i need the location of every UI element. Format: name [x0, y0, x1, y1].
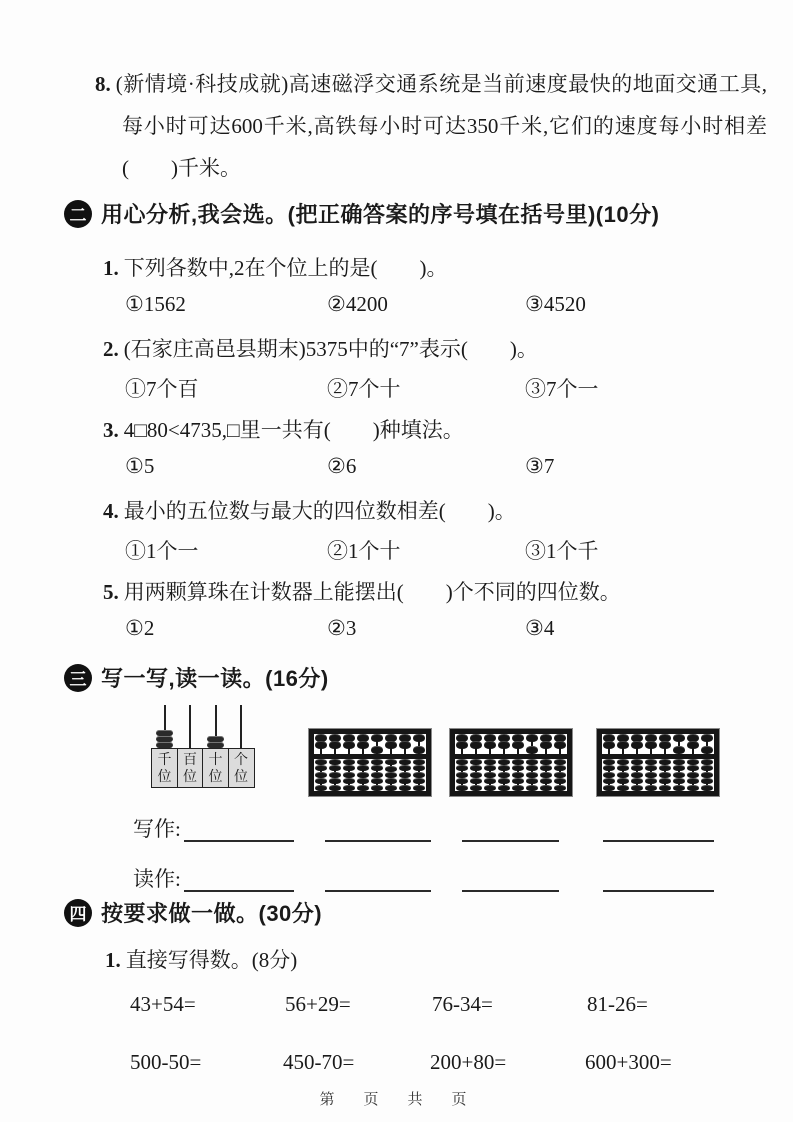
abacus-upper-bead — [371, 746, 383, 754]
abacus-lower-bead — [357, 772, 369, 778]
abacus-lower-bead — [315, 772, 327, 778]
abacus-lower-bead — [456, 772, 468, 778]
choice-5-option-1: ①2 — [125, 616, 155, 640]
abacus-lower-bead — [385, 766, 397, 772]
choice-question-5-options — [125, 616, 554, 641]
abacus-upper-bead — [512, 741, 524, 749]
abacus-lower-bead — [371, 778, 383, 784]
abacus-lower-bead — [526, 785, 538, 791]
calc-item-4: 81-26= — [587, 992, 648, 1016]
counter-rod — [240, 705, 242, 748]
abacus-lower-bead — [645, 765, 657, 771]
abacus-lower-bead — [540, 785, 552, 791]
counter-place-cell: 千位 — [151, 748, 178, 788]
abacus-lower-bead — [526, 772, 538, 778]
section-3-title: 写一写,读一读。(16分) — [101, 666, 329, 691]
abacus-lower-bead — [498, 765, 510, 771]
abacus-lower-bead — [484, 778, 496, 784]
abacus-lower-bead — [329, 765, 341, 771]
choice-4-number: 4. — [103, 499, 119, 523]
abacus-lower-bead — [701, 759, 713, 765]
abacus-upper-bead — [456, 741, 468, 749]
abacus-lower-bead — [645, 759, 657, 765]
counter-rod — [189, 705, 191, 748]
abacus-upper-bead — [701, 734, 713, 742]
abacus-lower-bead — [385, 785, 397, 791]
choice-5-number: 5. — [103, 580, 119, 604]
write-blank-2 — [325, 840, 431, 842]
abacus-lower-bead — [343, 772, 355, 778]
choice-2-option-3: ③7个一 — [525, 377, 599, 401]
abacus-lower-bead — [687, 759, 699, 765]
abacus-lower-bead — [645, 785, 657, 791]
abacus-lower-bead — [512, 765, 524, 771]
abacus-lower-bead — [687, 772, 699, 778]
abacus-upper-bead — [603, 741, 615, 749]
abacus-lower-bead — [385, 778, 397, 784]
abacus-lower-bead — [687, 785, 699, 791]
counter-bead — [207, 736, 224, 742]
write-blank-3 — [462, 840, 559, 842]
abacus-lower-bead — [357, 785, 369, 791]
abacus-upper-bead — [484, 741, 496, 749]
abacus-lower-bead — [371, 759, 383, 765]
abacus-lower-bead — [343, 785, 355, 791]
abacus-upper-bead — [498, 741, 510, 749]
abacus-lower-bead — [498, 772, 510, 778]
abacus-lower-bead — [315, 759, 327, 765]
choice-2-stem: (石家庄高邑县期末)5375中的“7”表示( )。 — [123, 337, 538, 361]
abacus-lower-bead — [673, 772, 685, 778]
calc-item-5: 500-50= — [130, 1050, 202, 1074]
abacus-upper-bead — [701, 746, 713, 754]
read-blank-2 — [325, 890, 431, 892]
abacus-lower-bead — [329, 772, 341, 778]
abacus-upper-bead — [526, 746, 538, 754]
counter-bead — [156, 730, 173, 736]
page-footer: 第 页 共 页 — [319, 1091, 474, 1108]
question-8 — [95, 63, 767, 189]
abacus-lower-bead — [631, 772, 643, 778]
choice-2-number: 2. — [103, 337, 119, 361]
abacus-lower-bead — [603, 785, 615, 791]
abacus-lower-bead — [526, 765, 538, 771]
read-blank-1 — [184, 890, 294, 892]
choice-question-3 — [103, 414, 464, 444]
choice-2-option-2: ②7个十 — [327, 377, 401, 401]
counter-bead — [156, 736, 173, 742]
abacus-lower-bead — [603, 765, 615, 771]
abacus-lower-bead — [329, 759, 341, 765]
section-2-title: 用心分析,我会选。(把正确答案的序号填在括号里)(10分) — [101, 202, 660, 227]
write-blank-1 — [184, 840, 294, 842]
abacus-lower-bead — [603, 778, 615, 784]
abacus-lower-bead — [470, 778, 482, 784]
choice-question-2-options — [125, 373, 599, 403]
abacus-lower-bead — [371, 772, 383, 778]
abacus-upper-bead — [315, 741, 327, 749]
choice-5-stem: 用两颗算珠在计数器上能摆出( )个不同的四位数。 — [123, 580, 621, 604]
choice-1-stem: 下列各数中,2在个位上的是( )。 — [123, 256, 448, 280]
write-blank-4 — [603, 840, 714, 842]
abacus-lower-bead — [315, 785, 327, 791]
abacus-upper-bead — [631, 741, 643, 749]
choice-4-option-3: ③1个千 — [525, 539, 599, 563]
choice-5-option-2: ②3 — [327, 616, 357, 640]
abacus-lower-bead — [413, 772, 425, 778]
abacus-lower-bead — [399, 765, 411, 771]
abacus-lower-bead — [540, 759, 552, 765]
abacus-upper-bead — [659, 741, 671, 749]
abacus-upper-bead — [470, 741, 482, 749]
abacus-upper-bead — [413, 746, 425, 754]
abacus-lower-bead — [343, 759, 355, 765]
abacus-lower-bead — [540, 765, 552, 771]
abacus-lower-bead — [540, 772, 552, 778]
abacus-lower-bead — [554, 778, 566, 784]
section-3-badge-icon: 三 — [64, 664, 92, 692]
abacus-lower-bead — [456, 778, 468, 784]
abacus-lower-bead — [498, 759, 510, 765]
abacus-upper-bead — [645, 741, 657, 749]
abacus-lower-bead — [631, 778, 643, 784]
abacus-upper-bead — [413, 734, 425, 742]
abacus-lower-bead — [673, 785, 685, 791]
abacus-lower-bead — [399, 772, 411, 778]
abacus-lower-bead — [526, 778, 538, 784]
abacus-upper-bead — [540, 741, 552, 749]
section-2-header — [64, 198, 659, 229]
choice-4-option-1: ①1个一 — [125, 539, 199, 563]
abacus-lower-bead — [343, 765, 355, 771]
abacus-lower-bead — [617, 759, 629, 765]
abacus-lower-bead — [645, 772, 657, 778]
abacus-lower-bead — [701, 778, 713, 784]
abacus-lower-bead — [673, 765, 685, 771]
abacus-lower-bead — [554, 785, 566, 791]
abacus-lower-bead — [659, 772, 671, 778]
abacus-lower-bead — [617, 765, 629, 771]
choice-question-3-options — [125, 454, 554, 479]
abacus-upper-bead — [357, 741, 369, 749]
abacus-lower-bead — [526, 759, 538, 765]
abacus-lower-bead — [498, 778, 510, 784]
abacus-lower-bead — [631, 785, 643, 791]
abacus-lower-bead — [701, 785, 713, 791]
abacus-lower-bead — [399, 778, 411, 784]
abacus-lower-bead — [371, 765, 383, 771]
choice-3-option-1: ①5 — [125, 454, 155, 478]
abacus-lower-bead — [399, 759, 411, 765]
choice-question-4-options — [125, 535, 599, 565]
abacus-lower-bead — [554, 759, 566, 765]
abacus-lower-bead — [687, 765, 699, 771]
abacus-lower-bead — [645, 778, 657, 784]
abacus-beam — [455, 754, 567, 759]
choice-question-1 — [103, 252, 448, 282]
abacus-lower-bead — [701, 765, 713, 771]
section-4-title: 按要求做一做。(30分) — [101, 901, 323, 926]
abacus-1-inner — [314, 734, 426, 791]
read-blank-3 — [462, 890, 559, 892]
section-4-header — [64, 897, 322, 928]
abacus-lower-bead — [554, 772, 566, 778]
question-8-number: 8. — [95, 72, 111, 96]
abacus-upper-bead — [399, 741, 411, 749]
calc-item-6: 450-70= — [283, 1050, 355, 1074]
calc-item-7: 200+80= — [430, 1050, 507, 1074]
calc-subsection-text: 直接写得数。(8分) — [125, 948, 298, 972]
abacus-upper-bead — [673, 746, 685, 754]
counter-place-cell: 个位 — [228, 748, 255, 788]
question-8-text: (新情境·科技成就)高速磁浮交通系统是当前速度最快的地面交通工具,每小时可达600千米,高铁每小时可达350千米,它们的速度每小时相差( )千米。 — [115, 72, 767, 180]
choice-question-2 — [103, 333, 538, 363]
abacus-lower-bead — [413, 765, 425, 771]
abacus-lower-bead — [659, 765, 671, 771]
abacus-lower-bead — [343, 778, 355, 784]
abacus-1 — [309, 729, 431, 796]
choice-3-option-2: ②6 — [327, 454, 357, 478]
section-4-badge-icon: 四 — [64, 899, 92, 927]
choice-4-stem: 最小的五位数与最大的四位数相差( )。 — [123, 499, 516, 523]
calc-item-2: 56+29= — [285, 992, 351, 1016]
choice-question-5 — [103, 576, 621, 606]
abacus-lower-bead — [470, 759, 482, 765]
abacus-upper-bead — [526, 734, 538, 742]
abacus-upper-bead — [617, 741, 629, 749]
choice-1-option-2: ②4200 — [327, 292, 388, 316]
choice-2-option-1: ①7个百 — [125, 377, 199, 401]
abacus-lower-bead — [470, 785, 482, 791]
abacus-lower-bead — [687, 778, 699, 784]
abacus-lower-bead — [413, 778, 425, 784]
abacus-lower-bead — [554, 765, 566, 771]
abacus-lower-bead — [659, 785, 671, 791]
abacus-lower-bead — [603, 772, 615, 778]
abacus-beam — [602, 754, 714, 759]
abacus-upper-bead — [371, 734, 383, 742]
write-as-label: 写作: — [133, 817, 181, 841]
place-value-counter — [151, 705, 261, 789]
abacus-lower-bead — [329, 785, 341, 791]
calc-item-8: 600+300= — [585, 1050, 672, 1074]
abacus-lower-bead — [659, 778, 671, 784]
abacus-upper-bead — [687, 741, 699, 749]
abacus-lower-bead — [371, 785, 383, 791]
section-2-badge-icon: 二 — [64, 200, 92, 228]
abacus-lower-bead — [617, 785, 629, 791]
abacus-2 — [450, 729, 572, 796]
calc-subsection-number: 1. — [105, 948, 121, 972]
section-3-header — [64, 662, 329, 693]
abacus-3-inner — [602, 734, 714, 791]
choice-3-option-3: ③7 — [525, 454, 555, 478]
choice-question-1-options — [125, 292, 586, 317]
abacus-lower-bead — [673, 778, 685, 784]
choice-1-option-3: ③4520 — [525, 292, 586, 316]
abacus-upper-bead — [385, 741, 397, 749]
abacus-lower-bead — [631, 759, 643, 765]
abacus-lower-bead — [385, 772, 397, 778]
choice-5-option-3: ③4 — [525, 616, 555, 640]
abacus-lower-bead — [470, 765, 482, 771]
abacus-upper-bead — [673, 734, 685, 742]
abacus-3 — [597, 729, 719, 796]
abacus-lower-bead — [456, 765, 468, 771]
abacus-lower-bead — [498, 785, 510, 791]
abacus-beam — [314, 754, 426, 759]
abacus-upper-bead — [329, 741, 341, 749]
abacus-lower-bead — [631, 765, 643, 771]
abacus-lower-bead — [512, 772, 524, 778]
abacus-lower-bead — [456, 759, 468, 765]
abacus-lower-bead — [540, 778, 552, 784]
read-as-label: 读作: — [133, 867, 181, 891]
abacus-lower-bead — [357, 765, 369, 771]
abacus-lower-bead — [484, 785, 496, 791]
abacus-lower-bead — [315, 765, 327, 771]
abacus-lower-bead — [617, 772, 629, 778]
abacus-lower-bead — [399, 785, 411, 791]
choice-question-4 — [103, 495, 516, 525]
abacus-lower-bead — [484, 765, 496, 771]
abacus-lower-bead — [385, 759, 397, 765]
calc-item-1: 43+54= — [130, 992, 196, 1016]
calc-subsection-title — [105, 944, 297, 974]
abacus-lower-bead — [701, 772, 713, 778]
abacus-lower-bead — [357, 778, 369, 784]
abacus-lower-bead — [470, 772, 482, 778]
read-blank-4 — [603, 890, 714, 892]
abacus-lower-bead — [484, 759, 496, 765]
abacus-upper-bead — [554, 741, 566, 749]
abacus-lower-bead — [329, 778, 341, 784]
abacus-lower-bead — [617, 778, 629, 784]
choice-3-number: 3. — [103, 418, 119, 442]
abacus-lower-bead — [456, 785, 468, 791]
abacus-lower-bead — [413, 785, 425, 791]
counter-place-cell: 百位 — [177, 748, 204, 788]
abacus-lower-bead — [484, 772, 496, 778]
choice-4-option-2: ②1个十 — [327, 539, 401, 563]
abacus-lower-bead — [315, 778, 327, 784]
abacus-lower-bead — [512, 778, 524, 784]
calc-item-3: 76-34= — [432, 992, 493, 1016]
abacus-2-inner — [455, 734, 567, 791]
counter-bead — [156, 742, 173, 748]
counter-bead — [207, 742, 224, 748]
abacus-lower-bead — [357, 759, 369, 765]
counter-place-cell: 十位 — [202, 748, 229, 788]
choice-1-option-1: ①1562 — [125, 292, 186, 316]
abacus-lower-bead — [512, 785, 524, 791]
choice-3-stem: 4□80<4735,□里一共有( )种填法。 — [123, 418, 464, 442]
choice-1-number: 1. — [103, 256, 119, 280]
abacus-upper-bead — [343, 741, 355, 749]
abacus-lower-bead — [603, 759, 615, 765]
